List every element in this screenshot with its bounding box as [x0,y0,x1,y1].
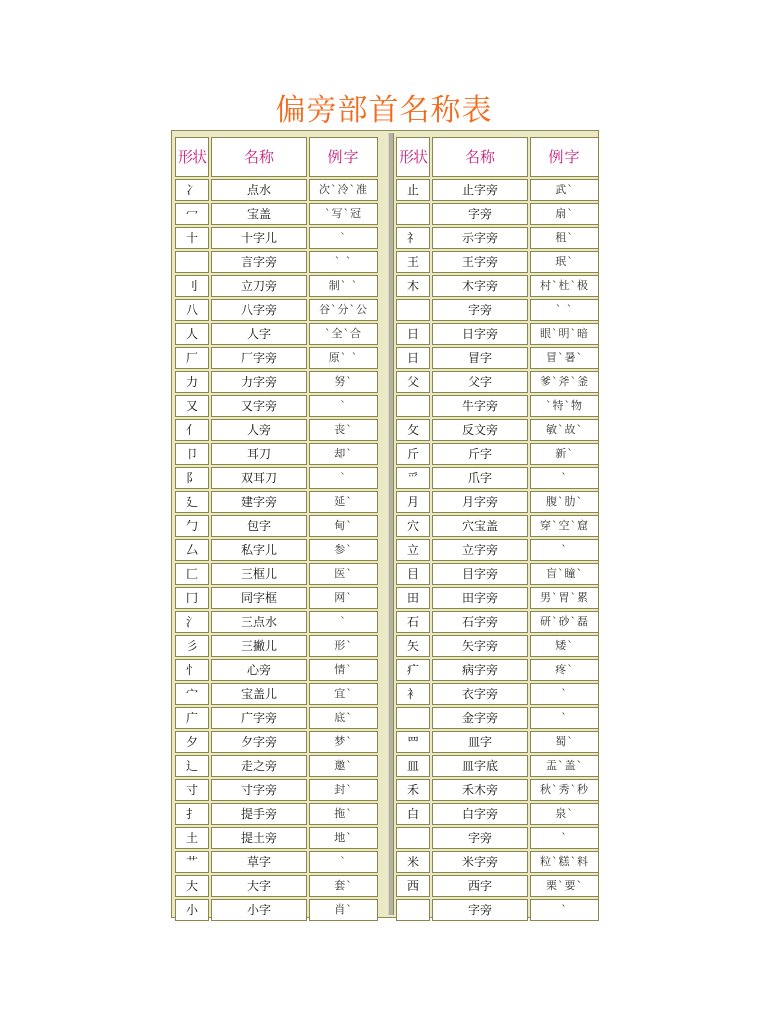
radical-name: 广字旁 [211,707,307,729]
radical-name: 皿字底 [432,755,528,777]
radical-shape: 米 [396,851,430,873]
table-row [396,539,599,561]
radical-shape: 西 [396,875,430,897]
radical-example: 盲`瞳` [530,563,599,585]
radical-example: ` [530,827,599,849]
radical-example: 矮` [530,635,599,657]
table-row [396,683,599,705]
radical-name: 大字 [211,875,307,897]
radical-shape: 刂 [175,275,209,297]
radical-example: 谷`分`公 [309,299,378,321]
radical-shape: 彡 [175,635,209,657]
radical-name: 三点水 [211,611,307,633]
table-row [396,851,599,873]
table-row [396,467,599,489]
radical-example: 次`冷`准 [309,179,378,201]
radical-name: 夕字旁 [211,731,307,753]
radical-name: 月字旁 [432,491,528,513]
table-row [175,371,378,393]
table-row [175,347,378,369]
table-row [175,587,378,609]
table-row [175,659,378,681]
radical-name: 木字旁 [432,275,528,297]
radical-example: 参` [309,539,378,561]
radical-name: 石字旁 [432,611,528,633]
radical-shape: 匚 [175,563,209,585]
radical-example: 研`砂`磊 [530,611,599,633]
radical-shape: 日 [396,347,430,369]
radical-example: `写`冠 [309,203,378,225]
radical-shape: 日 [396,323,430,345]
table-row [396,299,599,321]
radical-name: 冒字 [432,347,528,369]
radical-example: 却` [309,443,378,465]
table-row [396,659,599,681]
table-row [396,443,599,465]
table-row [175,419,378,441]
radical-shape: 十 [175,227,209,249]
radical-name: 八字旁 [211,299,307,321]
radical-shape [175,251,209,273]
radical-name: 十字儿 [211,227,307,249]
table-row [175,275,378,297]
radical-example: 邀` [309,755,378,777]
radical-example: ` [309,851,378,873]
table-row [396,275,599,297]
radical-shape: 立 [396,539,430,561]
table-row [175,611,378,633]
table-row [396,587,599,609]
radical-shape: 穴 [396,515,430,537]
radical-name: 反文旁 [432,419,528,441]
radical-name: 皿字 [432,731,528,753]
radical-example: 形` [309,635,378,657]
header-shape: 形状 [396,137,430,177]
table-row [396,563,599,585]
radical-shape: 斤 [396,443,430,465]
radical-name: 寸字旁 [211,779,307,801]
radical-example: ` [309,611,378,633]
radical-example: 租` [530,227,599,249]
table-row [175,539,378,561]
radical-example: 爹`斧`釜 [530,371,599,393]
radical-shape: 疒 [396,659,430,681]
radical-shape: 冫 [175,179,209,201]
radical-example: 制` ` [309,275,378,297]
radical-shape: 土 [175,827,209,849]
table-row [175,875,378,897]
radical-shape: 木 [396,275,430,297]
radical-name: 草字 [211,851,307,873]
radical-name: 矢字旁 [432,635,528,657]
table-row [175,779,378,801]
radical-shape [396,299,430,321]
radical-example: 封` [309,779,378,801]
radical-shape: 忄 [175,659,209,681]
radical-shape: 王 [396,251,430,273]
header-example: 例字 [309,137,378,177]
table-row [396,611,599,633]
radical-shape: 罒 [396,731,430,753]
radical-shape: 厂 [175,347,209,369]
radical-name: 三框儿 [211,563,307,585]
radical-shape: 止 [396,179,430,201]
header-example: 例字 [530,137,599,177]
header-shape: 形状 [175,137,209,177]
radical-name: 心旁 [211,659,307,681]
radical-example: 底` [309,707,378,729]
radical-example: 蜀` [530,731,599,753]
table-row [175,803,378,825]
table-row [396,731,599,753]
radical-example: 穿`空`窟 [530,515,599,537]
radical-example: 男`胃`累 [530,587,599,609]
radical-name: 同字框 [211,587,307,609]
radical-name: 厂字旁 [211,347,307,369]
radical-shape: 亻 [175,419,209,441]
radical-name: 力字旁 [211,371,307,393]
radical-example: ` [309,227,378,249]
radical-shape: 艹 [175,851,209,873]
radical-name: 衣字旁 [432,683,528,705]
radical-name: 米字旁 [432,851,528,873]
radical-shape: 冖 [175,203,209,225]
radical-name: 立字旁 [432,539,528,561]
radical-shape: 皿 [396,755,430,777]
radical-example: 冒`暑` [530,347,599,369]
radical-example: 情` [309,659,378,681]
radical-example: ` [309,467,378,489]
radical-example: ` ` [530,299,599,321]
radical-example: 腹`肋` [530,491,599,513]
radical-shape: 寸 [175,779,209,801]
radical-name: 父字 [432,371,528,393]
table-row [396,179,599,201]
radical-name: 字旁 [432,299,528,321]
table-row [396,227,599,249]
table-row [175,563,378,585]
table-header-row [175,137,378,177]
radical-name: 穴宝盖 [432,515,528,537]
radical-example: 敏`故` [530,419,599,441]
radical-example: 粒`糕`料 [530,851,599,873]
table-row [396,371,599,393]
radical-name: 日字旁 [432,323,528,345]
radical-table-frame [171,130,599,918]
radical-example: 拖` [309,803,378,825]
radical-name: 田字旁 [432,587,528,609]
radical-example: 秋`秀`秒 [530,779,599,801]
radical-name: 字旁 [432,827,528,849]
radical-shape: 小 [175,899,209,921]
table-row [175,395,378,417]
radical-example: 扇` [530,203,599,225]
table-row [175,251,378,273]
table-row [175,731,378,753]
radical-name: 禾木旁 [432,779,528,801]
radical-shape [396,899,430,921]
radical-shape [396,395,430,417]
table-row [175,299,378,321]
radical-shape: 禾 [396,779,430,801]
radical-shape: 冂 [175,587,209,609]
table-row [396,755,599,777]
table-row [396,899,599,921]
radical-shape: 父 [396,371,430,393]
radical-example: 眼`明`暗 [530,323,599,345]
table-row [396,395,599,417]
radical-example: 梦` [309,731,378,753]
radical-example: 泉` [530,803,599,825]
table-row [175,755,378,777]
table-row [396,707,599,729]
radical-shape: 人 [175,323,209,345]
radical-name: 王字旁 [432,251,528,273]
radical-shape: 夕 [175,731,209,753]
radical-example: 肖` [309,899,378,921]
radical-example: `全`合 [309,323,378,345]
radical-name: 提手旁 [211,803,307,825]
radical-example: ` [530,539,599,561]
radical-name: 西字 [432,875,528,897]
radical-example: ` [530,707,599,729]
table-row [396,323,599,345]
radical-example: 宜` [309,683,378,705]
radical-shape: 爫 [396,467,430,489]
radical-example: 栗`要` [530,875,599,897]
radical-name: 宝盖儿 [211,683,307,705]
radical-shape: 廴 [175,491,209,513]
radical-name: 言字旁 [211,251,307,273]
radical-name: 人字 [211,323,307,345]
table-row [175,851,378,873]
table-row [396,347,599,369]
table-row [175,467,378,489]
radical-name: 人旁 [211,419,307,441]
radical-shape [396,827,430,849]
header-name: 名称 [432,137,528,177]
radical-name: 包字 [211,515,307,537]
radical-example: ` [530,683,599,705]
radical-example: 网` [309,587,378,609]
radical-example: 努` [309,371,378,393]
radical-name: 走之旁 [211,755,307,777]
table-row [396,803,599,825]
radical-shape: 力 [175,371,209,393]
radical-example: ` [309,395,378,417]
radical-shape: 衤 [396,683,430,705]
radical-shape: 大 [175,875,209,897]
radical-name: 字旁 [432,899,528,921]
radical-example: ` [530,467,599,489]
radical-example: 疼` [530,659,599,681]
radical-name: 止字旁 [432,179,528,201]
radical-name: 牛字旁 [432,395,528,417]
table-row [396,635,599,657]
radical-shape: 月 [396,491,430,513]
table-row [175,491,378,513]
radical-name: 建字旁 [211,491,307,513]
radical-example: 丧` [309,419,378,441]
radical-shape [396,707,430,729]
radical-example: 原` ` [309,347,378,369]
radical-name: 宝盖 [211,203,307,225]
table-header-row [396,137,599,177]
radical-example: 村`杜`极 [530,275,599,297]
radical-shape: 厶 [175,539,209,561]
radical-name: 金字旁 [432,707,528,729]
radical-shape: 白 [396,803,430,825]
radical-example: 地` [309,827,378,849]
radical-name: 斤字 [432,443,528,465]
radical-name: 点水 [211,179,307,201]
radical-shape: 阝 [175,467,209,489]
table-row [175,827,378,849]
radical-example: ` [530,899,599,921]
radical-example: 盂`盖` [530,755,599,777]
radical-table-right [394,135,601,923]
radical-shape: 矢 [396,635,430,657]
radical-shape: 目 [396,563,430,585]
radical-example: 套` [309,875,378,897]
radical-name: 立刀旁 [211,275,307,297]
radical-name: 白字旁 [432,803,528,825]
table-row [396,827,599,849]
radical-name: 爪字 [432,467,528,489]
table-row [396,203,599,225]
table-row [396,515,599,537]
table-row [175,683,378,705]
radical-shape [396,203,430,225]
radical-shape: 扌 [175,803,209,825]
table-row [175,707,378,729]
radical-example: 甸` [309,515,378,537]
radical-example: 医` [309,563,378,585]
table-row [175,515,378,537]
radical-name: 三撇儿 [211,635,307,657]
table-row [396,779,599,801]
table-row [175,203,378,225]
radical-shape: 卩 [175,443,209,465]
table-row [396,419,599,441]
radical-name: 目字旁 [432,563,528,585]
radical-example: 延` [309,491,378,513]
radical-name: 小字 [211,899,307,921]
radical-table-left [173,135,380,923]
radical-shape: 攵 [396,419,430,441]
radical-example: `特`物 [530,395,599,417]
radical-name: 示字旁 [432,227,528,249]
table-row [175,899,378,921]
table-row [175,179,378,201]
radical-example: 珉` [530,251,599,273]
radical-shape: 礻 [396,227,430,249]
table-row [396,875,599,897]
radical-name: 私字儿 [211,539,307,561]
radical-example: ` ` [309,251,378,273]
radical-shape: 广 [175,707,209,729]
radical-shape: 氵 [175,611,209,633]
table-row [175,323,378,345]
table-row [175,227,378,249]
radical-name: 又字旁 [211,395,307,417]
table-row [396,251,599,273]
radical-shape: 辶 [175,755,209,777]
radical-shape: 田 [396,587,430,609]
radical-shape: 石 [396,611,430,633]
radical-example: 新` [530,443,599,465]
table-row [396,491,599,513]
radical-name: 提土旁 [211,827,307,849]
table-row [175,443,378,465]
radical-shape: 勹 [175,515,209,537]
radical-name: 字旁 [432,203,528,225]
radical-shape: 宀 [175,683,209,705]
radical-shape: 又 [175,395,209,417]
radical-name: 病字旁 [432,659,528,681]
table-row [175,635,378,657]
radical-shape: 八 [175,299,209,321]
page-title: 偏旁部首名称表 [275,93,493,128]
header-name: 名称 [211,137,307,177]
radical-example: 武` [530,179,599,201]
radical-name: 耳刀 [211,443,307,465]
radical-name: 双耳刀 [211,467,307,489]
